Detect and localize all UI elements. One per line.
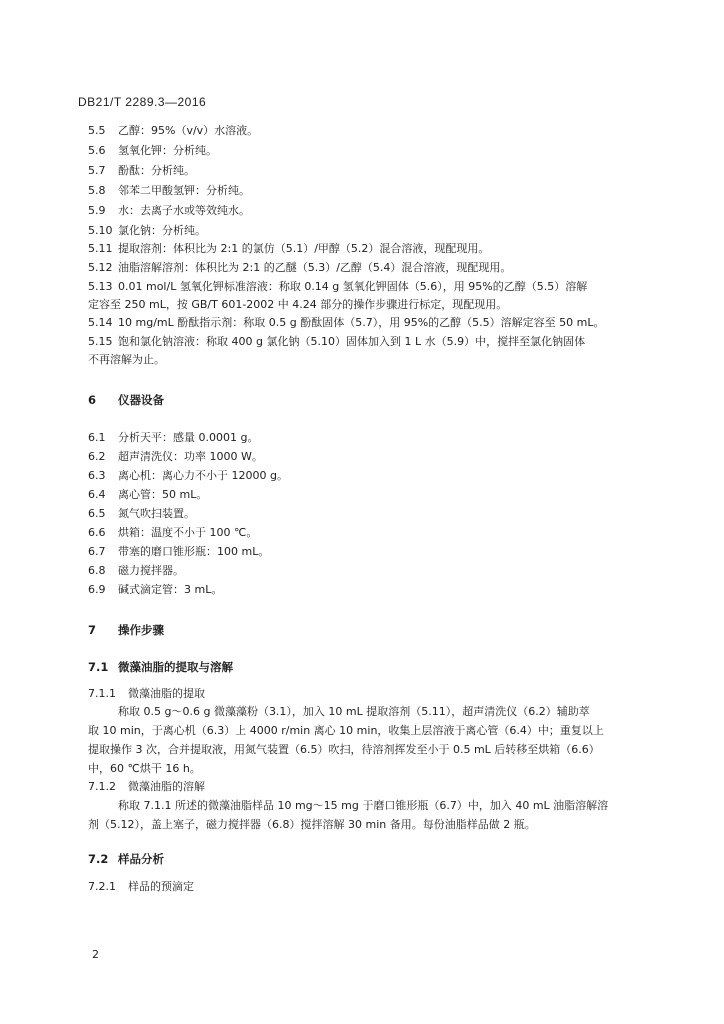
paragraph-line: 称取 7.1.1 所述的微藻油脂样品 10 mg～15 mg 于磨口锥形瓶（6.7）中，加入 40 mL 油脂溶解溶 <box>118 799 609 812</box>
reagent-item-continuation: 定容至 250 mL，按 GB/T 601-2002 中 4.24 部分的操作步骤进行标定，现配现用。 <box>88 298 508 311</box>
reagent-item: 5.12 油脂溶解溶剂：体积比为 2:1 的乙醚（5.3）/乙醇（5.4）混合溶液，现配现用。 <box>88 261 512 274</box>
reagent-item: 5.11 提取溶剂：体积比为 2:1 的氯仿（5.1）/甲醇（5.2）混合溶液，现配现用。 <box>88 242 490 255</box>
subsection-heading-7-2: 7.2 样品分析 <box>88 852 164 866</box>
subsection-heading-7-1-1: 7.1.1 微藻油脂的提取 <box>88 687 205 700</box>
reagent-item: 5.9 水：去离子水或等效纯水。 <box>88 204 250 217</box>
reagent-item: 5.7 酚酞：分析纯。 <box>88 164 195 177</box>
page-number: 2 <box>92 948 99 961</box>
reagent-item: 5.15 饱和氯化钠溶液：称取 400 g 氯化钠（5.10）固体加入到 1 L 水（5.9）中，搅拌至氯化钠固体 <box>88 335 586 348</box>
equipment-item: 6.9 碱式滴定管：3 mL。 <box>88 583 223 596</box>
equipment-item: 6.1 分析天平：感量 0.0001 g。 <box>88 431 259 444</box>
document-id: DB21/T 2289.3—2016 <box>78 95 207 109</box>
equipment-item: 6.3 离心机：离心力不小于 12000 g。 <box>88 469 288 482</box>
reagent-item: 5.13 0.01 mol/L 氢氧化钾标准溶液：称取 0.14 g 氢氧化钾固体（5.6），用 95%的乙醇（5.5）溶解 <box>88 280 588 293</box>
equipment-item: 6.5 氮气吹扫装置。 <box>88 507 195 520</box>
reagent-item: 5.8 邻苯二甲酸氢钾：分析纯。 <box>88 184 250 197</box>
equipment-item: 6.6 烘箱：温度不小于 100 ℃。 <box>88 526 258 539</box>
paragraph-line: 取 10 min，于离心机（6.3）上 4000 r/min 离心 10 min，收集上层溶液于离心管（6.4）中；重复以上 <box>88 724 604 737</box>
paragraph-line: 中，60 ℃烘干 16 h。 <box>88 762 201 775</box>
subsection-heading-7-1-2: 7.1.2 微藻油脂的溶解 <box>88 780 205 793</box>
reagent-item-continuation: 不再溶解为止。 <box>88 353 165 366</box>
reagent-item: 5.6 氢氧化钾：分析纯。 <box>88 144 217 157</box>
equipment-item: 6.7 带塞的磨口锥形瓶：100 mL。 <box>88 545 270 558</box>
reagent-item: 5.10 氯化钠：分析纯。 <box>88 224 206 237</box>
section-heading-7: 7 操作步骤 <box>88 623 164 637</box>
paragraph-line: 剂（5.12），盖上塞子，磁力搅拌器（6.8）搅拌溶解 30 min 备用。每份油脂样品做 2 瓶。 <box>88 818 536 831</box>
equipment-item: 6.4 离心管：50 mL。 <box>88 488 208 501</box>
subsection-heading-7-2-1: 7.2.1 样品的预滴定 <box>88 880 194 893</box>
equipment-item: 6.8 磁力搅拌器。 <box>88 564 184 577</box>
paragraph-line: 提取操作 3 次，合并提取液，用氮气装置（6.5）吹扫，待溶剂挥发至小于 0.5 mL 后转移至烘箱（6.6） <box>88 743 600 756</box>
section-heading-6: 6 仪器设备 <box>88 393 164 407</box>
reagent-item: 5.14 10 mg/mL 酚酞指示剂：称取 0.5 g 酚酞固体（5.7），用 95%的乙醇（5.5）溶解定容至 50 mL。 <box>88 316 605 329</box>
subsection-heading-7-1: 7.1 微藻油脂的提取与溶解 <box>88 660 233 674</box>
equipment-item: 6.2 超声清洗仪：功率 1000 W。 <box>88 450 263 463</box>
paragraph-line: 称取 0.5 g～0.6 g 微藻藻粉（3.1），加入 10 mL 提取溶剂（5.11），超声清洗仪（6.2）辅助萃 <box>118 705 590 718</box>
reagent-item: 5.5 乙醇：95%（v/v）水溶液。 <box>88 124 259 137</box>
